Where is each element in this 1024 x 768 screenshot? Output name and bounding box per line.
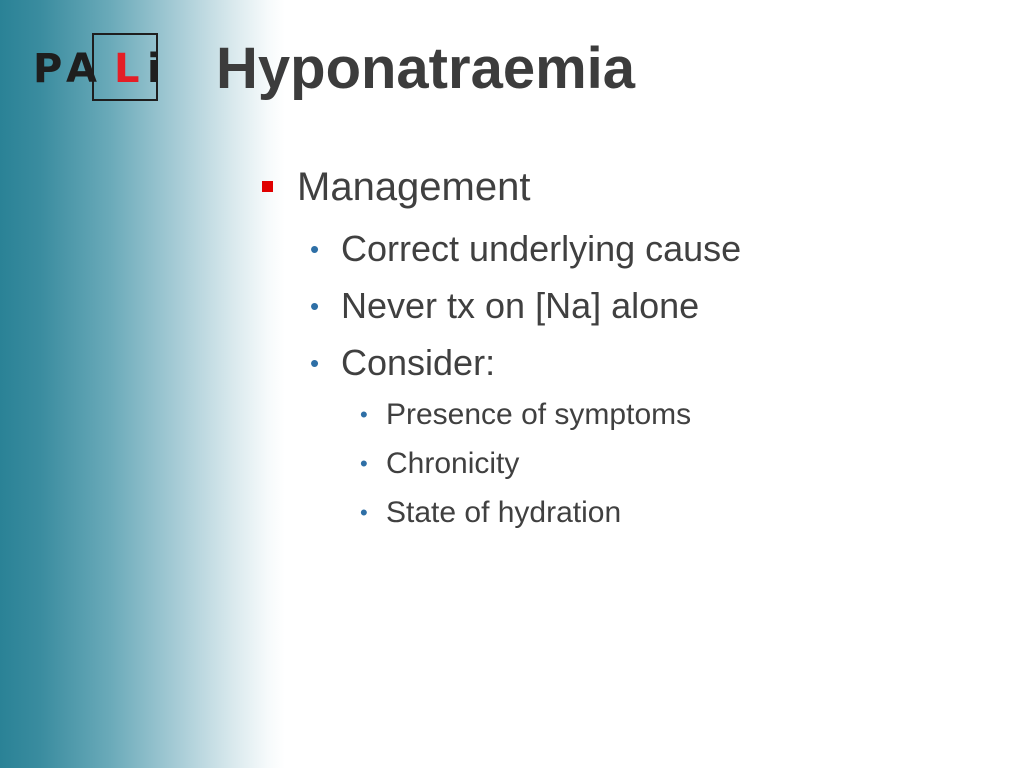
slide-title: Hyponatraemia [216,36,636,101]
dot-bullet-icon: • [360,500,368,525]
dot-bullet-icon: • [310,234,320,264]
bullet-text: Management [297,165,531,209]
bullet-text: State of hydration [386,496,622,529]
dot-bullet-icon: • [360,451,368,476]
dot-bullet-icon: • [310,348,320,378]
dot-bullet-icon: • [360,402,368,427]
bullet-text: Never tx on [Na] alone [341,285,700,326]
pali-logo [30,33,170,105]
logo-letter-i: i [147,46,161,92]
logo-letter-p: P [33,46,63,92]
bullet-text: Consider: [341,342,496,383]
bullet-text: Chronicity [386,447,520,480]
logo-letter-a: A [66,46,97,92]
dot-bullet-icon: • [310,291,320,321]
logo-letter-l: L [114,46,140,92]
bullet-text: Presence of symptoms [386,398,692,431]
bullet-text: Correct underlying cause [341,228,742,269]
square-bullet-icon [262,181,273,192]
